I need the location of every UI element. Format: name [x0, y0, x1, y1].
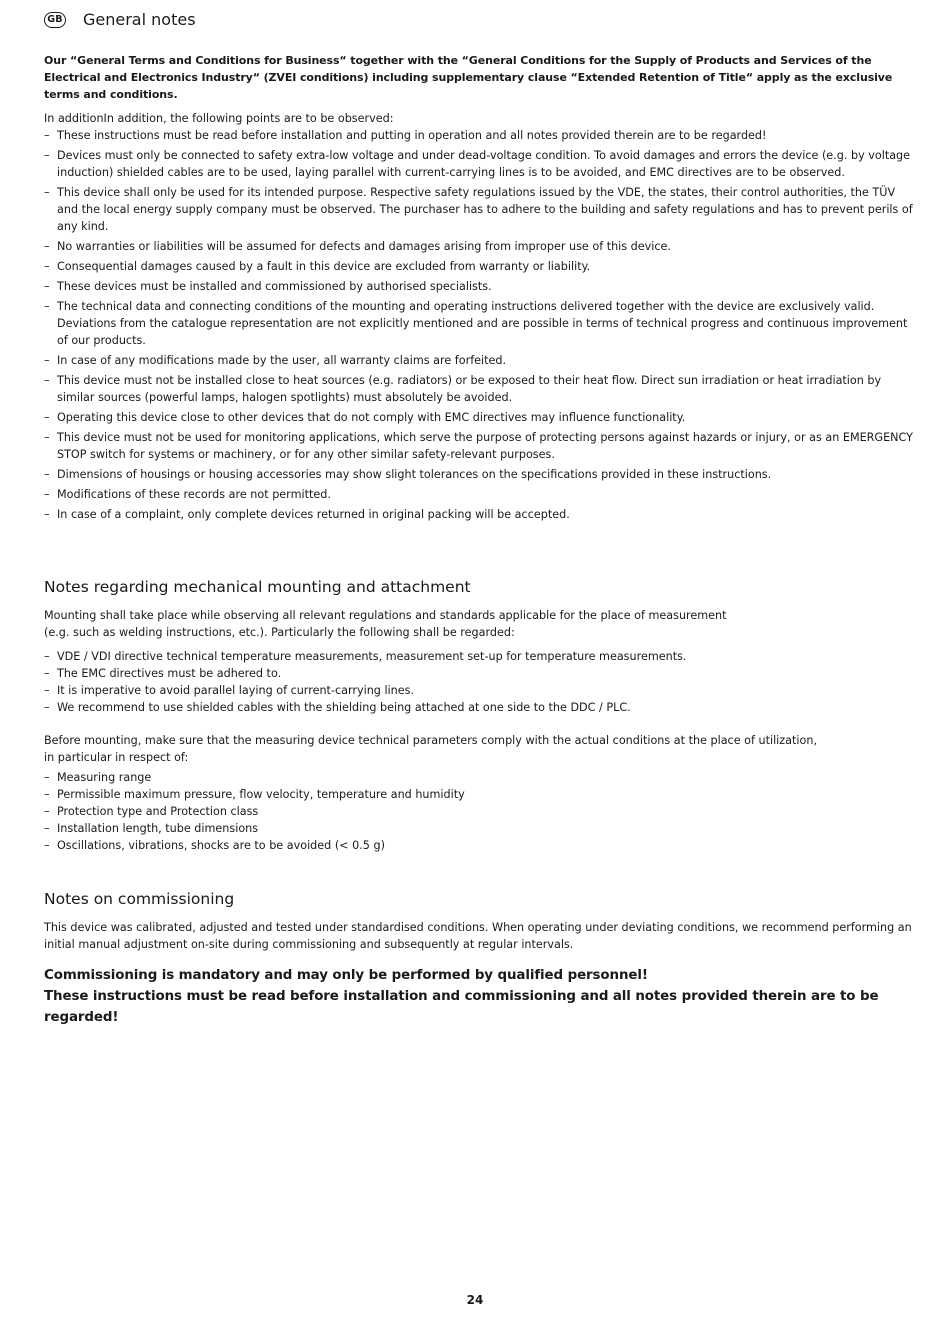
list-item: – Installation length, tube dimensions [44, 820, 916, 837]
list-item: – It is imperative to avoid parallel laying of current-carrying lines. [44, 682, 916, 699]
list-item: – In case of a complaint, only complete devices returned in original packing will be accepted. [44, 506, 916, 523]
list-item: – Consequential damages caused by a fault in this device are excluded from warranty or liability. [44, 258, 916, 275]
list-item: – Operating this device close to other devices that do not comply with EMC directives may influence functionality. [44, 409, 916, 426]
commissioning-warning [44, 965, 916, 1028]
terms-paragraph: Our “General Terms and Conditions for Business“ together with the “General Conditions for the Supply of Products and Services of the Electrical and Electronics Industry“ (ZVEI conditions) including supplementary clause “Extended Retention of Title“ apply as the exclusive terms and conditions. [44, 54, 893, 101]
list-item: – We recommend to use shielded cables with the shielding being attached at one side to the DDC / PLC. [44, 699, 916, 716]
list-item: – Permissible maximum pressure, flow velocity, temperature and humidity [44, 786, 916, 803]
language-badge: GB [44, 12, 66, 28]
list-item: – No warranties or liabilities will be assumed for defects and damages arising from improper use of this device. [44, 238, 916, 255]
list-item: – In case of any modifications made by the user, all warranty claims are forfeited. [44, 352, 916, 369]
before-mounting-line: Before mounting, make sure that the measuring device technical parameters comply with the actual conditions at the place of utilization, [44, 734, 818, 747]
commissioning-section-title: Notes on commissioning [44, 890, 235, 908]
list-item: – Modifications of these records are not permitted. [44, 486, 916, 503]
list-item: – This device shall only be used for its intended purpose. Respective safety regulations issued by the VDE, the states, their control authorities, the TÜV and the local energy supply company must be observed. The purchaser has to adhere to the building and safety regulations and has to prevent perils of any kind. [44, 184, 916, 235]
mounting-intro-line: Mounting shall take place while observing all relevant regulations and standards applicable for the place of measurement [44, 609, 727, 622]
list-item: – These instructions must be read before installation and putting in operation and all notes provided therein are to be regarded! [44, 127, 916, 144]
list-item: – The technical data and connecting conditions of the mounting and operating instructions delivered together with the device are exclusively valid. Deviations from the catalogue representation are not explicitly mentioned and are possible in terms of technical progress and continuous improvement of our products. [44, 298, 916, 349]
list-item: – Protection type and Protection class [44, 803, 916, 820]
mounting-intro [44, 607, 916, 641]
list-item: – Devices must only be connected to safety extra-low voltage and under dead-voltage condition. To avoid damages and errors the device (e.g. by voltage induction) shielded cables are to be used, laying parallel with current-carrying lines is to be avoided, and EMC directives are to be observed. [44, 147, 916, 181]
mounting-intro-line: (e.g. such as welding instructions, etc.). Particularly the following shall be regarded: [44, 626, 515, 639]
before-mounting-paragraph [44, 732, 916, 766]
page-header [44, 10, 196, 29]
list-item: – These devices must be installed and commissioned by authorised specialists. [44, 278, 916, 295]
page-title: General notes [83, 10, 196, 29]
mounting-list [44, 648, 916, 716]
list-item: – Measuring range [44, 769, 916, 786]
page-number: 24 [466, 1293, 484, 1307]
mounting-section-title: Notes regarding mechanical mounting and attachment [44, 578, 471, 596]
list-item: – The EMC directives must be adhered to. [44, 665, 916, 682]
intro-paragraph: In additionIn addition, the following points are to be observed: [44, 112, 394, 125]
before-mounting-line: in particular in respect of: [44, 751, 189, 764]
list-item: – Dimensions of housings or housing accessories may show slight tolerances on the specifications provided in these instructions. [44, 466, 916, 483]
commissioning-paragraph: This device was calibrated, adjusted and tested under standardised conditions. When operating under deviating conditions, we recommend performing an initial manual adjustment on-site during commissioning and subsequently at regular intervals. [44, 921, 912, 951]
list-item: – VDE / VDI directive technical temperature measurements, measurement set-up for temperature measurements. [44, 648, 916, 665]
list-item: – This device must not be installed close to heat sources (e.g. radiators) or be exposed to their heat flow. Direct sun irradiation or heat irradiation by similar sources (powerful lamps, halogen spotlights) must absolutely be avoided. [44, 372, 916, 406]
warning-line: Commissioning is mandatory and may only be performed by qualified personnel! [44, 968, 648, 983]
list-item: – This device must not be used for monitoring applications, which serve the purpose of protecting persons against hazards or injury, or as an EMERGENCY STOP switch for systems or machinery, or for any other similar safety-relevant purposes. [44, 429, 916, 463]
general-notes-list [44, 127, 916, 526]
list-item: – Oscillations, vibrations, shocks are to be avoided (< 0.5 g) [44, 837, 916, 854]
warning-line: These instructions must be read before installation and commissioning and all notes provided therein are to be regarded! [44, 989, 879, 1025]
parameter-list [44, 769, 916, 854]
